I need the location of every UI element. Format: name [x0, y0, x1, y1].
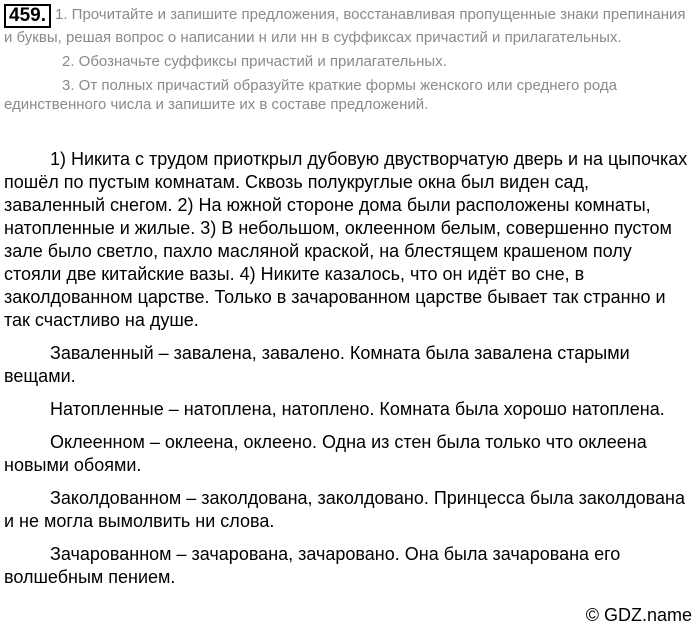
answer-main-text: 1) Никита с трудом приоткрыл дубовую двустворчатую дверь и на цыпочках пошёл по пустым комнатам. Сквозь полукруглые окна был виден сад, заваленный снегом. 2) На южной стороне дома были расположены комнаты, натопленные и жилые. 3) В небольшом, оклеенном белым, совершенно пустом зале было светло, пахло масляной краской, на блестящем крашеном полу стояли две китайские вазы. 4) Никите казалось, что он идёт во сне, в заколдованном царстве. Только в зачарованном царстве бывает так странно и так счастливо на душе. [4, 149, 688, 330]
copyright-footer: © GDZ.name [585, 605, 692, 625]
definition-2: Натопленные – натоплена, натоплено. Комната была хорошо натоплена. [50, 399, 665, 419]
task-item-2: 2. Обозначьте суффиксы причастий и прилагательных. [62, 53, 447, 70]
task-item-3: 3. От полных причастий образуйте краткие формы женского или среднего рода единственного числа и запишите их в составе предложений. [4, 77, 617, 113]
definition-5: Зачарованном – зачарована, зачаровано. Она была зачарована его волшебным пением. [4, 544, 621, 587]
exercise-task [4, 4, 694, 114]
definition-1: Заваленный – завалена, завалено. Комната была завалена старыми вещами. [4, 343, 630, 386]
task-item-1 [4, 4, 694, 47]
task-1-text: 1. Прочитайте и запишите предложения, восстанавливая пропущенные знаки препинания и буквы, решая вопрос о написании н или нн в суффиксах причастий и прилагательных. [4, 6, 686, 46]
definition-4: Заколдованном – заколдована, заколдовано. Принцесса была заколдована и не могла вымолвить ни слова. [4, 488, 685, 531]
exercise-number: 459. [4, 4, 51, 28]
answer-block [4, 148, 694, 589]
definition-3: Оклеенном – оклеена, оклеено. Одна из стен была только что оклеена новыми обоями. [4, 432, 647, 475]
